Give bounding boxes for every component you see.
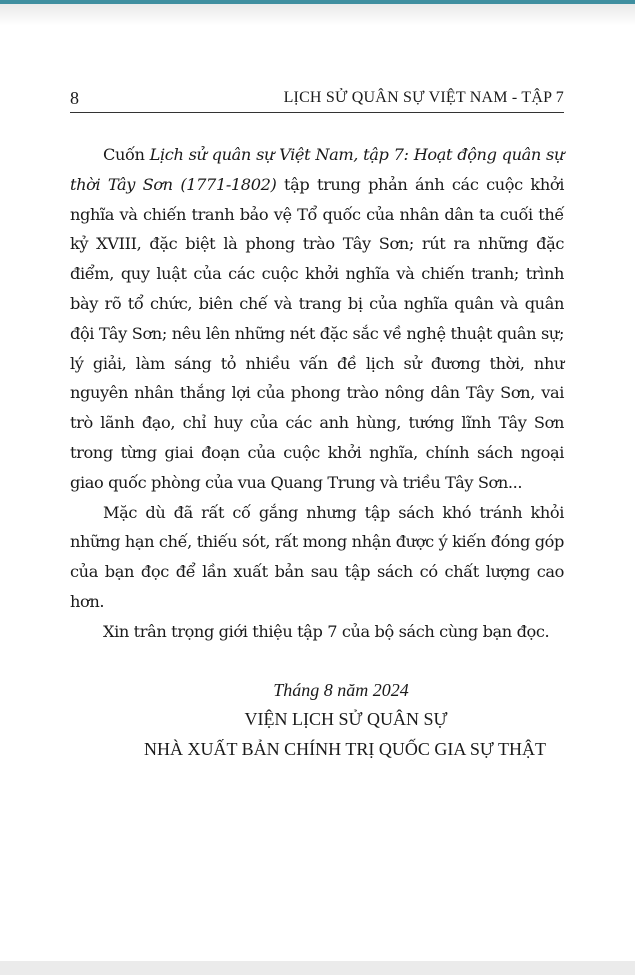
signature-date: Tháng 8 năm 2024 — [273, 680, 409, 700]
signature-block — [70, 676, 564, 764]
paragraph-1-lead: Cuốn — [103, 145, 150, 164]
paragraph-2: Mặc dù đã rất cố gắng nhưng tập sách khó tránh khỏi những hạn chế, thiếu sót, rất mong nhận được ý kiến đóng góp của bạn đọc để lần xuất bản sau tập sách có chất lượng cao hơn. — [70, 502, 564, 611]
page-header — [70, 86, 564, 113]
paragraph-3: Xin trân trọng giới thiệu tập 7 của bộ sách cùng bạn đọc. — [103, 621, 550, 641]
book-title: Lịch sử quân sự Việt Nam, tập 7: Hoạt động quân sự thời Tây Sơn (1771-1802) — [70, 145, 564, 194]
paragraph-1-rest: tập trung phản ánh các cuộc khởi nghĩa và chiến tranh bảo vệ Tổ quốc của nhân dân ta cuối thế kỷ XVIII, đặc biệt là phong trào Tây Sơn; rút ra những đặc điểm, quy luật của các cuộc khởi nghĩa và chiến tranh; trình bày rõ tổ chức, biên chế và trang bị của nghĩa quân và quân đội Tây Sơn; nêu lên những nét đặc sắc về nghệ thuật quân sự; lý giải, làm sáng tỏ nhiều vấn đề lịch sử đương thời, như nguyên nhân thắng lợi của phong trào nông dân Tây Sơn, vai trò lãnh đạo, chỉ huy của các anh hùng, tướng lĩnh Tây Sơn trong từng giai đoạn của cuộc khởi nghĩa, chính sách ngoại giao quốc phòng của vua Quang Trung và triều Tây Sơn... — [70, 174, 564, 492]
body-text — [70, 140, 564, 647]
top-shadow — [0, 4, 635, 26]
bottom-bar — [0, 961, 635, 975]
signature-institute: VIỆN LỊCH SỬ QUÂN SỰ — [244, 709, 448, 729]
page-number: 8 — [70, 88, 79, 108]
paragraph-1 — [70, 140, 564, 498]
signature-publisher: NHÀ XUẤT BẢN CHÍNH TRỊ QUỐC GIA SỰ THẬT — [144, 739, 546, 759]
running-title: LỊCH SỬ QUÂN SỰ VIỆT NAM - TẬP 7 — [283, 89, 564, 106]
